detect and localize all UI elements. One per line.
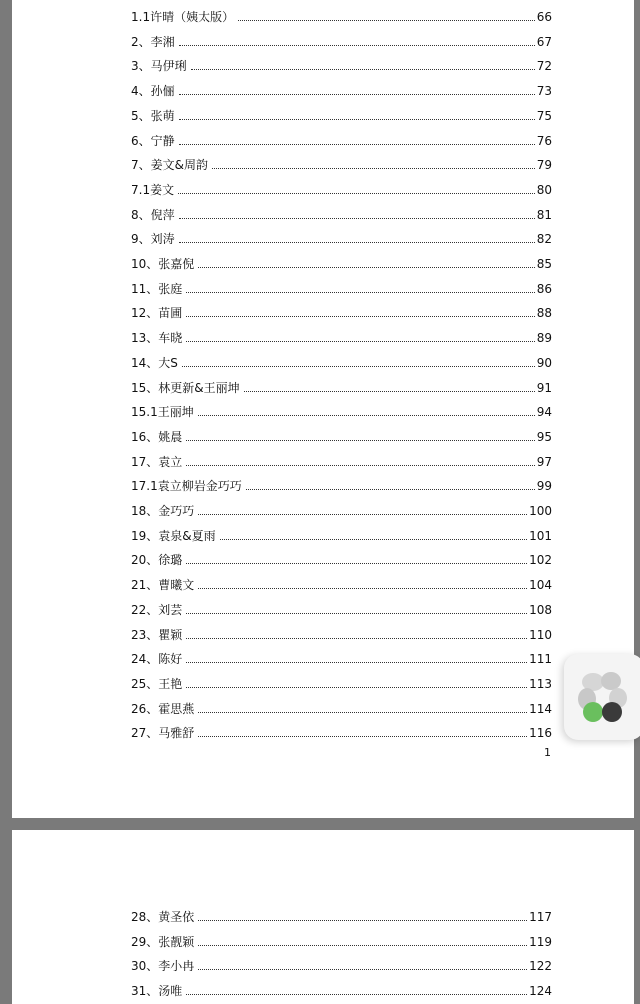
toc-entry-page: 89 [536, 331, 552, 346]
dot-leader [198, 712, 527, 713]
dot-leader [191, 69, 535, 70]
dot-leader [186, 316, 534, 317]
toc-entry[interactable] [131, 179, 552, 197]
toc-entry-page: 119 [529, 934, 552, 949]
toc-entry-page: 101 [529, 528, 552, 543]
toc-entry-title: 11、张庭 [131, 281, 183, 296]
toc-entry-title: 9、刘涛 [131, 232, 175, 247]
toc-entry[interactable] [131, 6, 552, 24]
toc-entry-page: 113 [529, 676, 552, 691]
toc-entry[interactable] [131, 931, 552, 949]
toc-entry[interactable] [131, 253, 552, 271]
toc-entry-title: 18、金巧巧 [131, 504, 195, 518]
toc-entry[interactable] [131, 955, 552, 973]
toc-entry[interactable] [131, 154, 552, 172]
toc-entry-title: 4、孙俪 [131, 84, 175, 99]
toc-entry[interactable] [131, 302, 552, 320]
toc-entry[interactable] [131, 130, 552, 148]
toc-entry-title: 28、黄圣依 [131, 910, 195, 924]
dot-leader [238, 20, 535, 21]
toc-entry[interactable] [131, 500, 552, 518]
dot-leader [220, 539, 527, 540]
toc-entry[interactable] [131, 673, 552, 691]
toc-entry[interactable] [131, 980, 552, 998]
toc-entry-title: 2、李湘 [131, 34, 175, 49]
dot-leader [186, 687, 527, 688]
toc-entry-page: 114 [529, 701, 552, 716]
toc-entry-title: 15.1王丽坤 [131, 405, 194, 420]
dot-leader [179, 218, 535, 219]
toc-entry-title: 24、陈好 [131, 652, 183, 667]
dot-leader [186, 341, 534, 342]
toc-entry[interactable] [131, 377, 552, 395]
toc-entry-page: 104 [529, 578, 552, 593]
toc-entry[interactable] [131, 352, 552, 370]
dot-leader [186, 638, 527, 639]
floating-assistant-button[interactable] [564, 654, 640, 740]
toc-entry[interactable] [131, 204, 552, 222]
toc-entry-title: 23、瞿颖 [131, 627, 183, 642]
toc-entry[interactable] [131, 31, 552, 49]
toc-entry-page: 86 [536, 281, 552, 296]
page-number: 1 [544, 746, 551, 759]
document-page-1 [12, 0, 634, 818]
toc-entry-page: 90 [536, 355, 552, 370]
toc-entry[interactable] [131, 401, 552, 419]
toc-entry-title: 14、大S [131, 355, 178, 370]
toc-entry-page: 82 [536, 232, 552, 247]
toc-entry-page: 80 [536, 182, 552, 197]
toc-entry-page: 85 [536, 257, 552, 271]
toc-entry-title: 12、苗圃 [131, 306, 183, 321]
toc-entry-title: 1.1许晴（姨太版） [131, 10, 235, 24]
toc-entry[interactable] [131, 327, 552, 345]
toc-entry-page: 75 [536, 108, 552, 123]
toc-entry-title: 17、袁立 [131, 454, 183, 469]
dot-leader [186, 292, 534, 293]
toc-entry-page: 124 [529, 984, 552, 999]
toc-entry[interactable] [131, 228, 552, 246]
dot-leader [186, 465, 534, 466]
toc-entry[interactable] [131, 451, 552, 469]
toc-entry-page: 111 [529, 652, 552, 667]
toc-entry-title: 20、徐璐 [131, 553, 183, 568]
toc-entry-page: 102 [529, 553, 552, 568]
toc-entry-page: 110 [529, 627, 552, 642]
toc-entry-page: 117 [529, 910, 552, 924]
toc-entry-page: 122 [529, 959, 552, 974]
dot-leader [186, 440, 534, 441]
toc-entry-title: 30、李小冉 [131, 959, 195, 974]
dot-leader [186, 613, 527, 614]
toc-entry-title: 6、宁静 [131, 133, 175, 148]
toc-entry-title: 10、张嘉倪 [131, 257, 195, 271]
dot-leader [179, 144, 535, 145]
toc-entry-title: 31、汤唯 [131, 984, 183, 999]
toc-entry[interactable] [131, 624, 552, 642]
toc-entry[interactable] [131, 906, 552, 924]
toc-entry-page: 76 [536, 133, 552, 148]
toc-entry[interactable] [131, 648, 552, 666]
toc-entry-title: 27、马雅舒 [131, 726, 195, 741]
toc-entry[interactable] [131, 475, 552, 493]
toc-entry[interactable] [131, 549, 552, 567]
toc-entry[interactable] [131, 599, 552, 617]
toc-entry-page: 94 [536, 405, 552, 420]
toc-entry-page: 99 [536, 479, 552, 494]
toc-entry-title: 16、姚晨 [131, 429, 183, 444]
toc-entry-title: 7.1姜文 [131, 182, 175, 197]
toc-entry[interactable] [131, 426, 552, 444]
toc-entry-page: 79 [536, 158, 552, 173]
toc-entry-page: 81 [536, 207, 552, 222]
toc-entry-title: 26、霍思燕 [131, 701, 195, 716]
toc-entry-page: 73 [536, 84, 552, 99]
dot-leader [212, 168, 535, 169]
toc-entry-page: 72 [536, 59, 552, 74]
dot-leader [198, 588, 527, 589]
dot-leader [179, 45, 535, 46]
toc-entry-page: 100 [529, 504, 552, 518]
toc-entry[interactable] [131, 105, 552, 123]
dot-leader [186, 994, 527, 995]
toc-entry-title: 7、姜文&周韵 [131, 158, 208, 173]
dot-leader [179, 119, 535, 120]
toc-entry[interactable] [131, 574, 552, 592]
document-page-2 [12, 830, 634, 1004]
toc-entry[interactable] [131, 698, 552, 716]
dot-leader [198, 514, 527, 515]
toc-entry[interactable] [131, 525, 552, 543]
dot-leader [182, 366, 535, 367]
toc-entry-title: 21、曹曦文 [131, 578, 195, 593]
pinwheel-icon [576, 668, 628, 724]
dot-leader [179, 94, 535, 95]
dot-leader [179, 242, 535, 243]
toc-entry-page: 66 [536, 10, 552, 24]
dot-leader [178, 193, 535, 194]
dot-leader [198, 945, 527, 946]
dot-leader [198, 969, 527, 970]
toc-entry-title: 29、张靓颖 [131, 934, 195, 949]
toc-entry-title: 15、林更新&王丽坤 [131, 380, 240, 395]
dot-leader [186, 563, 527, 564]
toc-entry-page: 108 [529, 602, 552, 617]
toc-entry-page: 88 [536, 306, 552, 321]
toc-entry-title: 8、倪萍 [131, 207, 175, 222]
toc-entry-page: 91 [536, 380, 552, 395]
toc-entry[interactable] [131, 55, 552, 73]
toc-entry-title: 3、马伊琍 [131, 59, 187, 74]
toc-entry-page: 67 [536, 34, 552, 49]
dot-leader [246, 489, 535, 490]
toc-entry-page: 95 [536, 429, 552, 444]
toc-entry-page: 97 [536, 454, 552, 469]
dot-leader [198, 415, 535, 416]
toc-entry-title: 22、刘芸 [131, 602, 183, 617]
toc-entry-title: 17.1袁立柳岩金巧巧 [131, 479, 242, 494]
dot-leader [198, 736, 527, 737]
toc-entry-title: 5、张萌 [131, 108, 175, 123]
toc-entry[interactable] [131, 278, 552, 296]
toc-entry-page: 116 [529, 726, 552, 741]
toc-entry-title: 13、车晓 [131, 331, 183, 346]
dot-leader [198, 267, 534, 268]
toc-entry[interactable] [131, 80, 552, 98]
dot-leader [198, 920, 527, 921]
toc-entry-title: 25、王艳 [131, 676, 183, 691]
toc-entry[interactable] [131, 722, 552, 740]
toc-entry-title: 19、袁泉&夏雨 [131, 528, 216, 543]
dot-leader [244, 391, 535, 392]
dot-leader [186, 662, 527, 663]
